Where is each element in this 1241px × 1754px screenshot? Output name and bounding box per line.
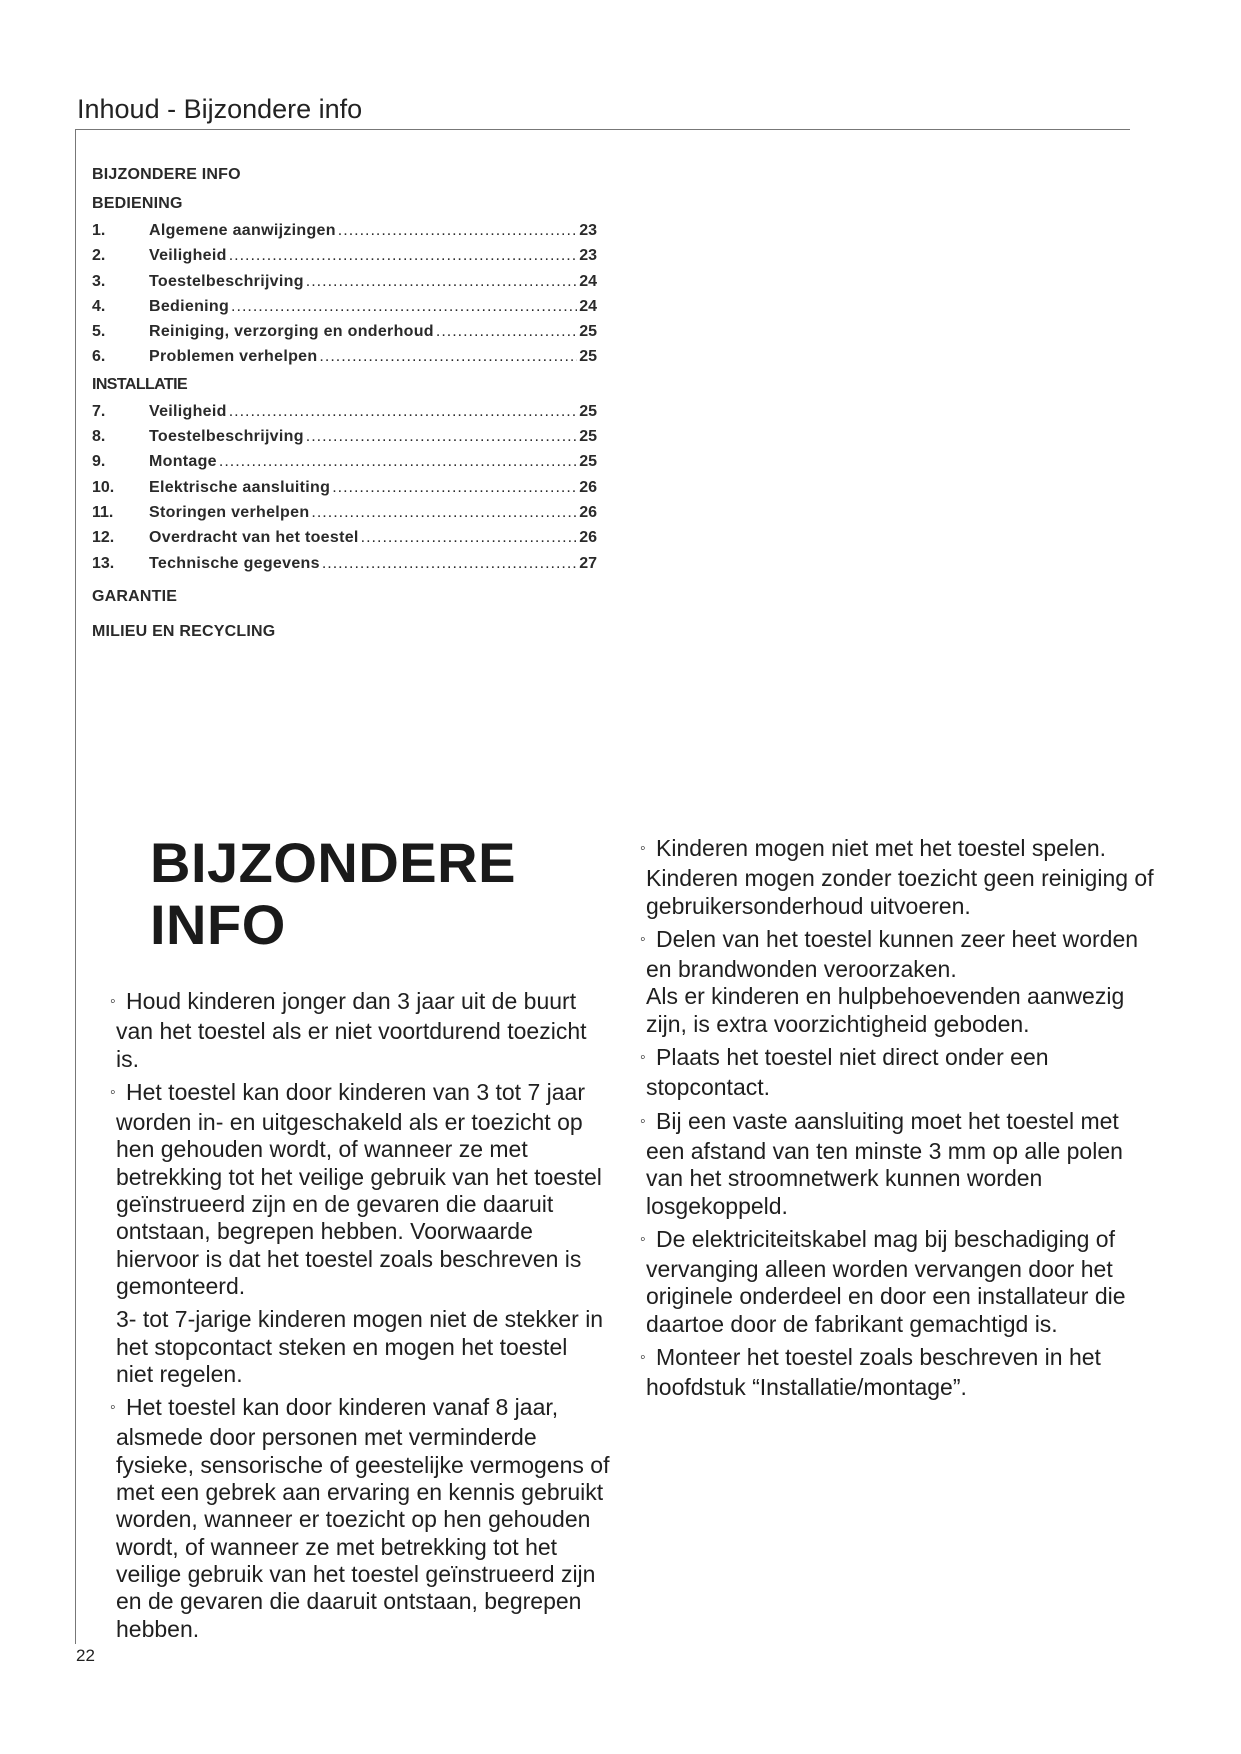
bullet-circle-icon: ◦ xyxy=(640,1112,646,1130)
safety-paragraph xyxy=(640,983,1160,1038)
bullet-circle-icon: ◦ xyxy=(110,1083,116,1101)
bullet-circle-icon: ◦ xyxy=(110,1399,116,1417)
toc-dot-leader xyxy=(322,551,577,576)
toc-dot-leader xyxy=(311,500,577,525)
toc-dot-leader xyxy=(338,218,577,243)
toc-entry-page: 25 xyxy=(579,428,597,446)
toc-entry-page: 25 xyxy=(579,453,597,471)
toc-entry-page: 24 xyxy=(579,272,597,290)
toc-entry-page: 26 xyxy=(579,503,597,521)
bullet-circle-icon: ◦ xyxy=(640,1049,646,1067)
toc-dot-leader xyxy=(229,243,578,268)
toc-dot-leader xyxy=(361,525,578,550)
toc-entry-number: 13. xyxy=(92,554,115,572)
safety-bullet-text: Monteer het toestel zoals beschreven in het hoofdstuk “Installatie/montage”. xyxy=(646,1344,1101,1401)
section-title-line: BIJZONDERE xyxy=(150,831,516,894)
toc-dot-leader xyxy=(319,344,577,369)
toc-entry-number: 10. xyxy=(92,478,115,496)
left-margin-divider xyxy=(75,129,76,1644)
toc-entry-page: 27 xyxy=(579,554,597,572)
page-number: 22 xyxy=(76,1646,95,1665)
safety-bullet-text: Houd kinderen jonger dan 3 jaar uit de buurt van het toestel als er niet voortdurend toezicht is. xyxy=(116,988,587,1072)
safety-bullet-text: Het toestel kan door kinderen vanaf 8 jaar, alsmede door personen met verminderde fysieke, sensorische of geestelijke vermogens of met een gebrek aan ervaring en kennis gebruikt worden, wanneer er toezicht op hen gehouden wordt, of wanneer ze met betrekking tot het veilige gebruik van het toestel geïnstrueerd zijn en de gevaren die daaruit ontstaan, begrepen hebben. xyxy=(116,1394,610,1642)
toc-dot-leader xyxy=(306,424,577,449)
toc-entry-number: 4. xyxy=(92,297,106,315)
section-title xyxy=(150,832,516,956)
toc-entry-label: Elektrische aansluiting xyxy=(149,478,331,496)
bullet-circle-icon: ◦ xyxy=(640,1349,646,1367)
toc-entry-page: 26 xyxy=(579,529,597,547)
safety-bullet-text: Kinderen mogen niet met het toestel spelen. Kinderen mogen zonder toezicht geen reiniging of gebruikersonderhoud uitvoeren. xyxy=(646,835,1154,919)
toc-entry-number: 12. xyxy=(92,529,115,547)
toc-entry-page: 26 xyxy=(579,478,597,496)
safety-bullet xyxy=(110,988,610,1073)
toc-heading-milieu-en-recycling[interactable]: MILIEU EN RECYCLING xyxy=(92,622,276,640)
toc-entry[interactable] xyxy=(92,294,597,319)
toc-entry[interactable] xyxy=(92,500,597,525)
toc-dot-leader xyxy=(306,269,577,294)
toc-entry-label: Overdracht van het toestel xyxy=(149,529,359,547)
toc-entry[interactable] xyxy=(92,449,597,474)
safety-info-left-column xyxy=(110,988,610,1649)
toc-entry-number: 7. xyxy=(92,402,106,420)
safety-bullet xyxy=(640,1226,1160,1338)
toc-heading-bijzondere-info[interactable]: BIJZONDERE INFO xyxy=(92,166,241,183)
safety-bullet-text: Bij een vaste aansluiting moet het toestel met een afstand van ten minste 3 mm op alle polen van het stroomnetwerk kunnen worden losgekoppeld. xyxy=(646,1107,1123,1219)
toc-entry-label: Bediening xyxy=(149,297,230,315)
toc-entry[interactable] xyxy=(92,424,597,449)
safety-bullet xyxy=(640,1344,1160,1402)
toc-entry[interactable] xyxy=(92,475,597,500)
bullet-circle-icon: ◦ xyxy=(110,993,116,1010)
safety-paragraph-text: 3- tot 7-jarige kinderen mogen niet de stekker in het stopcontact steken en mogen het toestel niet regelen. xyxy=(116,1306,604,1387)
safety-bullet xyxy=(640,926,1160,984)
section-title-line: INFO xyxy=(150,893,286,956)
safety-bullet-text: De elektriciteitskabel mag bij beschadiging of vervanging alleen worden vervangen door het originele onderdeel en door een installateur die daartoe door de fabrikant gemachtigd is. xyxy=(646,1225,1126,1337)
toc-entry-page: 23 xyxy=(579,222,597,239)
toc-entry-page: 24 xyxy=(579,297,597,315)
safety-bullet-text: Plaats het toestel niet direct onder een stopcontact. xyxy=(646,1044,1049,1101)
page-header-title: Inhoud - Bijzondere info xyxy=(77,94,363,124)
toc-dot-leader xyxy=(332,475,577,500)
toc-entry-label: Algemene aanwijzingen xyxy=(149,222,336,239)
toc-heading-garantie[interactable]: GARANTIE xyxy=(92,587,178,605)
toc-entry-page: 23 xyxy=(579,247,597,265)
toc-dot-leader xyxy=(219,449,577,474)
toc-entry-label: Veiligheid xyxy=(149,402,227,420)
toc-entry-number: 8. xyxy=(92,428,106,446)
toc-entry-page: 25 xyxy=(579,348,597,366)
safety-bullet-text: Delen van het toestel kunnen zeer heet worden en brandwonden veroorzaken. xyxy=(646,925,1139,983)
table-of-contents xyxy=(92,160,597,646)
toc-entry[interactable] xyxy=(92,243,597,268)
toc-entry-label: Toestelbeschrijving xyxy=(149,428,304,446)
toc-dot-leader xyxy=(436,319,577,344)
bullet-circle-icon: ◦ xyxy=(640,840,646,857)
toc-entry-label: Technische gegevens xyxy=(149,554,320,572)
safety-paragraph xyxy=(110,1306,610,1388)
toc-dot-leader xyxy=(231,294,577,319)
toc-entry-label: Problemen verhelpen xyxy=(149,348,318,366)
toc-entry-number: 9. xyxy=(92,453,106,471)
toc-entry-label: Montage xyxy=(149,453,217,471)
safety-info-right-column xyxy=(640,835,1160,1408)
toc-entry-number: 1. xyxy=(92,222,106,239)
safety-bullet xyxy=(640,1044,1160,1102)
toc-entry[interactable] xyxy=(92,399,597,424)
header-divider xyxy=(75,129,1130,130)
toc-entry[interactable] xyxy=(92,551,597,576)
toc-entry-page: 25 xyxy=(579,323,597,341)
toc-entry-number: 6. xyxy=(92,348,106,366)
safety-bullet xyxy=(110,1394,610,1643)
toc-entry-label: Veiligheid xyxy=(149,247,227,265)
safety-bullet xyxy=(640,1108,1160,1220)
toc-heading-installatie[interactable]: INSTALLATIE xyxy=(92,375,188,393)
safety-bullet xyxy=(640,835,1160,920)
toc-entry-number: 3. xyxy=(92,272,106,290)
toc-entry-number: 5. xyxy=(92,323,106,341)
toc-entry-label: Toestelbeschrijving xyxy=(149,272,304,290)
toc-entry-page: 25 xyxy=(579,402,597,420)
toc-entry-number: 2. xyxy=(92,247,106,265)
safety-bullet-text: Het toestel kan door kinderen van 3 tot 7 jaar worden in- en uitgeschakeld als er toezicht op hen gehouden wordt, of wanneer ze met betrekking tot het veilige gebruik van het toestel geïnstrueerd zijn en de gevaren die daaruit ontstaan, begrepen hebben. Voorwaarde hiervoor is dat het toestel zoals beschreven is gemonteerd. xyxy=(116,1078,602,1299)
toc-entry[interactable] xyxy=(92,344,597,369)
toc-entry[interactable] xyxy=(92,319,597,344)
toc-entry[interactable] xyxy=(92,525,597,550)
toc-dot-leader xyxy=(229,399,578,424)
safety-paragraph-text: Als er kinderen en hulpbehoevenden aanwezig zijn, is extra voorzichtigheid geboden. xyxy=(646,983,1125,1037)
toc-entry-label: Storingen verhelpen xyxy=(149,503,310,521)
bullet-circle-icon: ◦ xyxy=(640,1230,646,1248)
toc-entry-number: 11. xyxy=(92,503,114,521)
toc-entry-label: Reiniging, verzorging en onderhoud xyxy=(149,323,434,341)
toc-entry[interactable] xyxy=(92,218,597,243)
toc-heading-bediening[interactable]: BEDIENING xyxy=(92,195,183,212)
bullet-circle-icon: ◦ xyxy=(640,930,646,948)
safety-bullet xyxy=(110,1079,610,1300)
toc-entry[interactable] xyxy=(92,269,597,294)
